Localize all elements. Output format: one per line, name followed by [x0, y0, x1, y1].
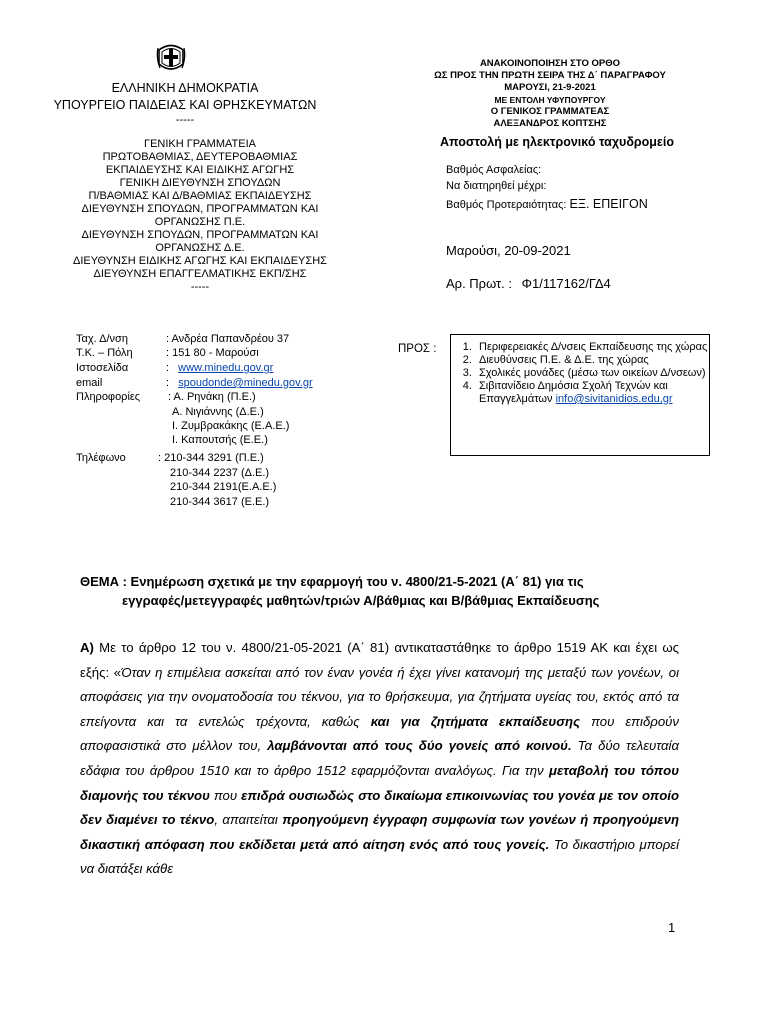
body-text: , απαιτείται	[214, 812, 283, 828]
info-contact: Α. Νιγιάννης (Δ.Ε.)	[172, 406, 264, 418]
subject-line: εγγραφές/μετεγγραφές μαθητών/τριών Α/βάθμιας και Β/βάθμιας Εκπαίδευσης	[122, 593, 600, 608]
phone-number: 210-344 3617 (Ε.Ε.)	[170, 496, 270, 508]
body-text: που	[209, 787, 242, 803]
retain-label: Να διατηρηθεί μέχρι:	[446, 180, 547, 192]
announcement-block	[400, 58, 700, 130]
coat-of-arms-emblem	[156, 40, 186, 76]
info-contact: Ι. Καπουτσής (Ε.Ε.)	[172, 434, 268, 446]
body-text: Με το άρθρο 12 του ν. 4800/21-05-2021 (Α΄ 81) αντικαταστάθηκε το άρθρο 1519 ΑΚ και έχει ως εξής: «	[80, 640, 679, 680]
department-line: ΕΚΠΑΙΔΕΥΣΗΣ ΚΑΙ ΕΙΔΙΚΗΣ ΑΓΩΓΗΣ	[105, 164, 295, 176]
page-number: 1	[668, 920, 676, 935]
zip-label: Τ.Κ. – Πόλη	[76, 347, 133, 359]
department-line: ΔΙΕΥΘΥΝΣΗ ΣΠΟΥΔΩΝ, ΠΡΟΓΡΑΜΜΑΤΩΝ ΚΑΙ	[81, 229, 319, 241]
body-text: που επιδρούν αποφασιστικά στο μέλλον του,	[80, 713, 680, 754]
department-line: ΓΕΝΙΚΗ ΓΡΑΜΜΑΤΕΙΑ	[144, 138, 256, 150]
body-text-bold: και για ζητήματα εκπαίδευσης	[370, 713, 581, 729]
phone-label: Τηλέφωνο	[76, 452, 126, 464]
announcement-line: Ο ΓΕΝΙΚΟΣ ΓΡΑΜΜΑΤΕΑΣ	[490, 106, 610, 117]
body-text-bold: επιδρά ουσιωδώς στο δικαίωμα επικοινωνίας του γονέα με τον οποίο δεν διαμένει το τέκνο	[80, 787, 680, 828]
department-line: ΠΡΩΤΟΒΑΘΜΙΑΣ, ΔΕΥΤΕΡΟΒΑΘΜΙΑΣ	[102, 151, 298, 163]
address-label: Ταχ. Δ/νση	[76, 333, 128, 345]
email-colon: :	[166, 377, 170, 389]
priority-value: ΕΞ. ΕΠΕΙΓΟΝ	[569, 197, 648, 211]
header-divider: -----	[175, 114, 195, 126]
zip-value: : 151 80 - Μαρούσι	[166, 347, 259, 359]
security-label: Βαθμός Ασφαλείας:	[446, 164, 542, 176]
department-line: ΔΙΕΥΘΥΝΣΗ ΣΠΟΥΔΩΝ, ΠΡΟΓΡΑΜΜΑΤΩΝ ΚΑΙ	[81, 203, 319, 215]
email-link[interactable]: spoudonde@minedu.gov.gr	[178, 377, 313, 389]
delivery-method: Αποστολή με ηλεκτρονικό ταχυδρομείο	[440, 135, 674, 149]
body-text: Τα δύο τελευταία εδάφια του άρθρου 1510 και το άρθρο 1512 εφαρμόζονται αναλόγως. Για την	[80, 738, 680, 778]
phone-number: : 210-344 3291 (Π.Ε.)	[158, 452, 264, 464]
body-text-bold: λαμβάνονται από τους δύο γονείς από κοινού.	[267, 738, 572, 754]
department-line: ΔΙΕΥΘΥΝΣΗ ΕΙΔΙΚΗΣ ΑΓΩΓΗΣ ΚΑΙ ΕΚΠΑΙΔΕΥΣΗΣ	[73, 255, 327, 267]
protocol-label: Αρ. Πρωτ. :	[446, 276, 513, 291]
place-date: Μαρούσι, 20-09-2021	[446, 243, 571, 258]
info-contact: : Α. Ρηνάκη (Π.Ε.)	[168, 391, 256, 403]
website-colon: :	[166, 362, 170, 374]
department-line: ΟΡΓΑΝΩΣΗΣ Δ.Ε.	[155, 242, 245, 254]
priority-label: Βαθμός Προτεραιότητας:	[446, 199, 567, 211]
country-title: ΕΛΛΗΝΙΚΗ ΔΗΜΟΚΡΑΤΙΑ	[111, 81, 259, 95]
recipient-email-link[interactable]: info@sivitanidios.edu,gr	[555, 393, 673, 405]
website-link[interactable]: www.minedu.gov.gr	[178, 362, 274, 374]
info-contact: Ι. Ζυμβρακάκης (Ε.Α.Ε.)	[172, 420, 290, 432]
info-label: Πληροφορίες	[76, 391, 141, 403]
body-text: Το δικαστήριο μπορεί να διατάξει κάθε	[80, 836, 679, 877]
ministry-title: ΥΠΟΥΡΓΕΙΟ ΠΑΙΔΕΙΑΣ ΚΑΙ ΘΡΗΣΚΕΥΜΑΤΩΝ	[53, 98, 317, 112]
phone-number: 210-344 2237 (Δ.Ε.)	[170, 467, 270, 479]
body-text-bold: προηγούμενη έγγραφη συμφωνία των γονέων ή προηγούμενη δικαστική απόφαση που εκδίδεται μετά από αίτηση ενός από τους γονείς.	[80, 812, 680, 852]
announcement-line: ΩΣ ΠΡΟΣ ΤΗΝ ΠΡΩΤΗ ΣΕΙΡΑ ΤΗΣ Δ΄ ΠΑΡΑΓΡΑΦΟΥ	[434, 70, 666, 81]
body-paragraph	[80, 636, 679, 882]
department-list	[40, 138, 360, 294]
phone-number: 210-344 2191(Ε.Α.Ε.)	[170, 481, 277, 493]
address-value: : Ανδρέα Παπανδρέου 37	[166, 333, 290, 345]
website-label: Ιστοσελίδα	[76, 362, 129, 374]
department-line: Π/ΒΑΘΜΙΑΣ ΚΑΙ Δ/ΒΑΘΜΙΑΣ ΕΚΠΑΙΔΕΥΣΗΣ	[88, 190, 312, 202]
subject-line: ΘΕΜΑ : Ενημέρωση σχετικά με την εφαρμογή του ν. 4800/21-5-2021 (Α΄ 81) για τις	[80, 574, 584, 589]
recipient-item	[475, 380, 709, 406]
recipients-box	[450, 334, 710, 456]
department-line: ΓΕΝΙΚΗ ΔΙΕΥΘΥΝΣΗ ΣΠΟΥΔΩΝ	[119, 177, 281, 189]
recipient-item: 1. Περιφερειακές Δ/νσεις Εκπαίδευσης της χώρας	[475, 341, 709, 354]
body-text-bold: μεταβολή του τόπου διαμονής του τέκνου	[80, 762, 679, 803]
email-label: email	[76, 377, 103, 389]
announcement-line: ΑΝΑΚΟΙΝΟΠΟΙΗΣΗ ΣΤΟ ΟΡΘΟ	[479, 58, 621, 69]
announcement-line: ΑΛΕΞΑΝΔΡΟΣ ΚΟΠΤΣΗΣ	[493, 118, 607, 129]
department-divider: -----	[190, 281, 210, 293]
department-line: ΟΡΓΑΝΩΣΗΣ Π.Ε.	[154, 216, 246, 228]
department-line: ΔΙΕΥΘΥΝΣΗ ΕΠΑΓΓΕΛΜΑΤΙΚΗΣ ΕΚΠ/ΣΗΣ	[93, 268, 307, 280]
recipient-item-text: Σιβιτανίδειο Δημόσια Σχολή Τεχνών και Επαγγελμάτων	[479, 380, 668, 405]
announcement-line: ΜΕ ΕΝΤΟΛΗ ΥΦΥΠΟΥΡΓΟΥ	[494, 95, 606, 105]
body-text: Όταν η επιμέλεια ασκείται από τον έναν γονέα ή έχει γίνει κατανομή της μεταξύ των γονέων, οι αποφάσεις για την ονοματοδοσία του τέκνου, για το θρήσκευμα, για ζητήματα υγείας του, εκτός από τα επείγοντα και τα εντελώς τρέχοντα, καθώς	[80, 664, 679, 729]
protocol-value: Φ1/117162/ΓΔ4	[521, 276, 611, 291]
section-marker: Α)	[80, 640, 94, 655]
recipients-label: ΠΡΟΣ :	[398, 343, 437, 355]
recipient-item: 2. Διευθύνσεις Π.Ε. & Δ.Ε. της χώρας	[475, 354, 709, 367]
recipient-item: 3. Σχολικές μονάδες (μέσω των οικείων Δ/νσεων)	[475, 367, 709, 380]
recipients-list	[451, 341, 709, 406]
announcement-line: ΜΑΡΟΥΣΙ, 21-9-2021	[504, 82, 596, 93]
